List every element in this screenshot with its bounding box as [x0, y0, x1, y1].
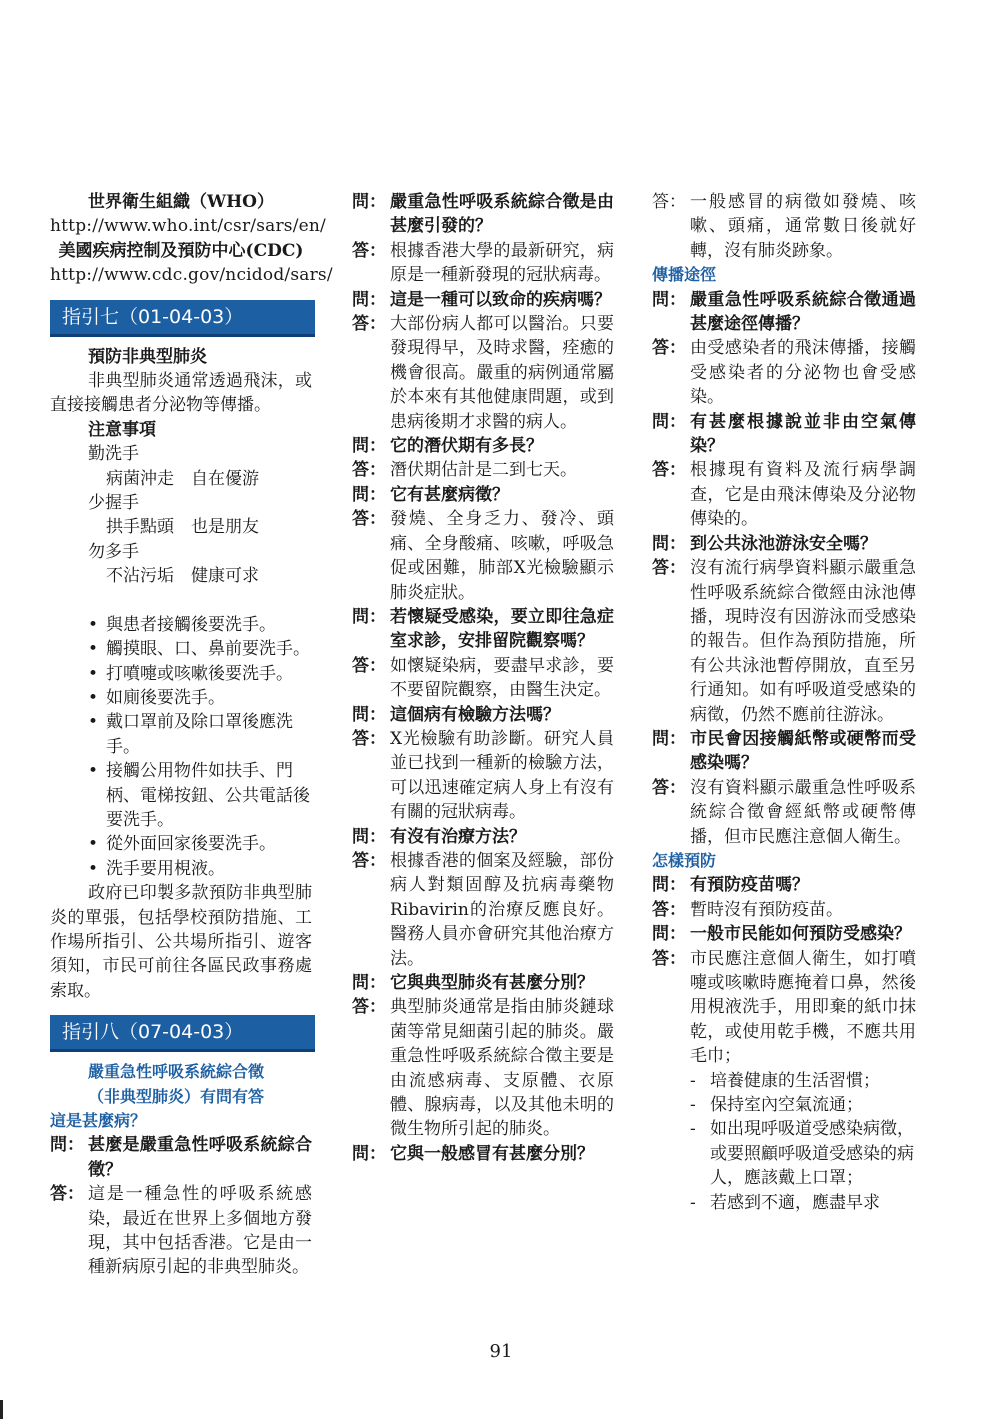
answer-text: 這是一種急性的呼吸系統感染，最近在世界上多個地方發現，其中包括香港。它是由一種新病原引起的非典型肺炎。	[88, 1184, 312, 1278]
bullet-text: 如廁後要洗手。	[106, 687, 225, 708]
dash-item	[652, 1093, 916, 1117]
bullet-icon: •	[88, 858, 99, 879]
bullet-text: 接觸公用物件如扶手、門柄、電梯按鈕、公共電話後要洗手。	[106, 761, 310, 830]
answer-text: 沒有資料顯示嚴重急性呼吸系統綜合徵會經紙幣或硬幣傳播，但市民應注意個人衛生。	[690, 777, 916, 847]
dash-text: 如出現呼吸道受感染病徵，或要照顧呼吸道受感染的病人，應該戴上口罩；	[710, 1119, 914, 1189]
answer-label: 答：	[652, 558, 686, 579]
slogan-line: 拱手點頭 也是朋友	[106, 517, 259, 538]
dash-icon: -	[690, 1119, 696, 1140]
answer-text: 根據香港的個案及經驗，部份病人對類固醇及抗病毒藥物Ribavirin的治療反應良好。醫務人員亦會研究其他治療方法。	[390, 850, 614, 969]
answer-text: 一般感冒的病徵如發燒、咳嗽、頭痛，通常數日後就好轉，沒有肺炎跡象。	[690, 192, 916, 261]
question-text: 有預防疫苗嗎？	[690, 875, 809, 896]
slogan-head: 勿多手	[88, 541, 139, 562]
bullet-icon: •	[88, 639, 99, 660]
answer-label: 答：	[352, 655, 386, 676]
dash-text: 保持室內空氣流通；	[710, 1095, 863, 1116]
answer-label: 答：	[352, 509, 386, 530]
answer-label: 答：	[352, 728, 386, 749]
guide8-title: 嚴重急性呼吸系統綜合徵	[88, 1062, 265, 1082]
question	[50, 1133, 312, 1182]
question-text: 這個病有檢驗方法嗎？	[390, 704, 560, 725]
answer-label: 答：	[652, 338, 686, 359]
dash-text: 若感到不適，應盡早求	[710, 1192, 880, 1213]
answer-label: 答：	[352, 460, 386, 481]
question-label: 問：	[352, 289, 386, 310]
question	[352, 971, 614, 995]
dash-item	[652, 1117, 916, 1190]
qa-list-prevent	[652, 873, 916, 1068]
answer	[352, 458, 614, 482]
answer-text: 由受感染者的飛沫傳播，接觸受感染者的分泌物也會受感染。	[690, 338, 916, 408]
bullet-text: 戴口罩前及除口罩後應洗手。	[106, 712, 293, 757]
answer-text: 大部份病人都可以醫治。只要發現得早，及時求醫，痊癒的機會很高。嚴重的病例通常屬於本來有其他健康問題，或到患病後期才求醫的病人。	[390, 314, 614, 432]
question-label: 問：	[352, 826, 386, 847]
dash-text: 培養健康的生活習慣；	[710, 1070, 880, 1091]
question-text: 它的潛伏期有多長？	[390, 436, 543, 457]
slogan-line: 不沾污垢 健康可求	[106, 566, 259, 587]
qa-list-spread	[652, 288, 916, 849]
answer	[652, 190, 916, 263]
answer	[652, 776, 916, 849]
question	[652, 288, 916, 337]
guide7-title: 預防非典型肺炎	[88, 346, 207, 367]
bullet-icon: •	[88, 614, 99, 635]
dash-icon: -	[690, 1095, 696, 1116]
bullet-item	[50, 759, 312, 832]
answer	[352, 507, 614, 605]
question-label: 問：	[352, 484, 386, 505]
answer	[652, 898, 916, 922]
question-text: 到公共泳池游泳安全嗎？	[690, 533, 877, 554]
question-text: 這是一種可以致命的疾病嗎？	[390, 289, 611, 310]
bullet-icon: •	[88, 834, 99, 855]
question-text: 有沒有治療方法？	[390, 826, 526, 847]
column-right	[652, 190, 916, 1215]
bullet-text: 打噴嚏或咳嗽後要洗手。	[106, 663, 293, 684]
question-text: 一般市民能如何預防受感染？	[690, 924, 911, 945]
question-label: 問：	[652, 411, 686, 432]
question	[352, 288, 614, 312]
answer-text: 暫時沒有預防疫苗。	[690, 899, 843, 920]
question-label: 問：	[352, 1143, 386, 1164]
cdc-url[interactable]: http://www.cdc.gov/ncidod/sars/	[50, 265, 333, 286]
bullet-item	[50, 637, 312, 661]
answer-label: 答：	[352, 240, 386, 261]
answer	[352, 849, 614, 971]
question	[352, 434, 614, 458]
answer	[652, 556, 916, 727]
answer-text: 沒有流行病學資料顯示嚴重急性呼吸系統綜合徵經由泳池傳播，現時沒有因游泳而受感染的報告。但作為預防措施，所有公共泳池暫停開放，直至另行通知。如有呼吸道受感染的病徵，仍然不應前往游泳。	[690, 558, 916, 725]
question-text: 它與典型肺炎有甚麼分別？	[390, 973, 594, 993]
answer	[352, 239, 614, 288]
page-number: 91	[489, 1341, 513, 1362]
question-text: 有甚麼根據說並非由空氣傳染？	[690, 411, 916, 457]
question	[352, 825, 614, 849]
question-label: 問：	[352, 704, 386, 725]
bullet-icon: •	[88, 687, 99, 708]
bullet-item	[50, 686, 312, 710]
answer-text: 發燒、全身乏力、發冷、頭痛、全身酸痛、咳嗽，呼吸急促或困難，肺部X光檢驗顯示肺炎症狀。	[390, 509, 614, 603]
gov-paragraph: 政府已印製多款預防非典型肺炎的單張，包括學校預防措施、工作場所指引、公共場所指引、遊客須知，市民可前往各區民政事務處索取。	[50, 883, 312, 1001]
answer	[652, 458, 916, 531]
question-label: 問：	[352, 436, 386, 457]
question-text: 甚麼是嚴重急性呼吸系統綜合徵？	[88, 1135, 312, 1180]
bullet-item	[50, 857, 312, 881]
answer	[352, 995, 614, 1141]
question-text: 嚴重急性呼吸系統綜合徵是由甚麼引發的？	[390, 192, 614, 237]
slogan-line: 病菌沖走 自在優游	[106, 468, 259, 489]
bullet-icon: •	[88, 761, 99, 782]
answer	[50, 1182, 312, 1280]
question-label: 問：	[352, 973, 386, 993]
bullet-item	[50, 613, 312, 637]
cdc-title: 美國疾病控制及預防中心(CDC)	[58, 240, 304, 261]
bullet-text: 洗手要用梘液。	[106, 858, 225, 879]
bullet-text: 從外面回家後要洗手。	[106, 834, 276, 855]
dash-icon: -	[690, 1192, 696, 1213]
bullet-item	[50, 710, 312, 759]
answer-label: 答：	[652, 899, 686, 920]
column-left	[50, 190, 333, 1280]
answer-text: 根據香港大學的最新研究，病原是一種新發現的冠狀病毒。	[390, 240, 614, 286]
answer-label: 答：	[50, 1184, 84, 1205]
answer-text: 典型肺炎通常是指由肺炎鏈球菌等常見細菌引起的肺炎。嚴重急性呼吸系統綜合徵主要是由流感病毒、支原體、衣原體、腺病毒，以及其他未明的微生物所引起的肺炎。	[390, 997, 614, 1140]
question-text: 它有甚麼病徵？	[390, 484, 509, 505]
question	[352, 703, 614, 727]
answer-label: 答：	[352, 997, 386, 1018]
answer-text: X光檢驗有助診斷。研究人員並已找到一種新的檢驗方法，可以迅速確定病人身上有沒有有關的冠狀病毒。	[390, 728, 614, 823]
column-middle	[352, 190, 614, 1166]
bullet-item	[50, 662, 312, 686]
bullet-text: 與患者接觸後要洗手。	[106, 614, 276, 635]
guide8-subtitle: （非典型肺炎）有問有答	[88, 1086, 265, 1106]
answer-label: 答：	[652, 192, 686, 212]
answer-label: 答：	[352, 850, 386, 871]
question	[652, 410, 916, 459]
answer	[652, 336, 916, 409]
answer-label: 答：	[652, 460, 686, 481]
answer-text: 潛伏期估計是二到七天。	[390, 460, 577, 481]
question	[352, 1142, 614, 1166]
question	[652, 922, 916, 946]
bullet-icon: •	[88, 712, 99, 733]
who-url[interactable]: http://www.who.int/csr/sars/en/	[50, 216, 326, 237]
question-text: 若懷疑受感染，要立即往急症室求診，安排留院觀察嗎？	[390, 606, 614, 652]
scan-edge-mark	[0, 1400, 3, 1419]
question-label: 問：	[652, 728, 686, 749]
section-heading: 這是甚麼病？	[50, 1111, 147, 1130]
question-label: 問：	[50, 1135, 84, 1156]
question	[652, 532, 916, 556]
question-label: 問：	[352, 606, 386, 627]
answer-text: 如懷疑染病，要盡早求診，要不要留院觀察，由醫生決定。	[390, 655, 614, 701]
who-title: 世界衛生組織（WHO）	[88, 192, 274, 212]
question	[352, 483, 614, 507]
dash-item	[652, 1069, 916, 1093]
guide7-intro: 非典型肺炎通常透過飛沫，或直接接觸患者分泌物等傳播。	[50, 371, 312, 416]
bullet-text: 觸摸眼、口、鼻前要洗手。	[106, 639, 310, 660]
slogan-head: 少握手	[88, 493, 139, 514]
question	[352, 190, 614, 239]
question-label: 問：	[352, 192, 386, 212]
question-label: 問：	[652, 533, 686, 554]
question	[352, 605, 614, 654]
answer-text: 市民應注意個人衛生，如打噴嚏或咳嗽時應掩着口鼻，然後用梘液洗手，用即棄的紙巾抹乾，或使用乾手機，不應共用毛巾；	[690, 948, 916, 1067]
dash-icon: -	[690, 1070, 696, 1091]
question-text: 市民會因接觸紙幣或硬幣而受感染嗎？	[690, 728, 916, 774]
answer-text: 根據現有資料及流行病學調查，它是由飛沫傳染及分泌物傳染的。	[690, 460, 916, 530]
bullet-item	[50, 832, 312, 856]
question-label: 問：	[652, 289, 686, 310]
answer	[352, 654, 614, 703]
question-text: 它與一般感冒有甚麼分別？	[390, 1143, 594, 1164]
question	[652, 873, 916, 897]
dash-item	[652, 1191, 916, 1215]
answer-label: 答：	[652, 777, 686, 798]
answer	[652, 947, 916, 1069]
dash-list	[652, 1069, 916, 1215]
notes-title: 注意事項	[88, 419, 156, 440]
question-text: 嚴重急性呼吸系統綜合徵通過甚麼途徑傳播？	[690, 289, 916, 335]
guide7-banner: 指引七（01-04-03）	[50, 300, 315, 337]
slogan-head: 勤洗手	[88, 444, 139, 465]
question-label: 問：	[652, 875, 686, 896]
question-label: 問：	[652, 924, 686, 945]
guide8-banner: 指引八（07-04-03）	[50, 1015, 315, 1052]
answer-label: 答：	[352, 314, 386, 335]
answer	[352, 312, 614, 434]
bullet-icon: •	[88, 663, 99, 684]
answer	[352, 727, 614, 825]
question	[652, 727, 916, 776]
answer-label: 答：	[652, 948, 686, 969]
section-heading: 傳播途徑	[652, 265, 717, 285]
section-heading: 怎樣預防	[652, 850, 717, 870]
